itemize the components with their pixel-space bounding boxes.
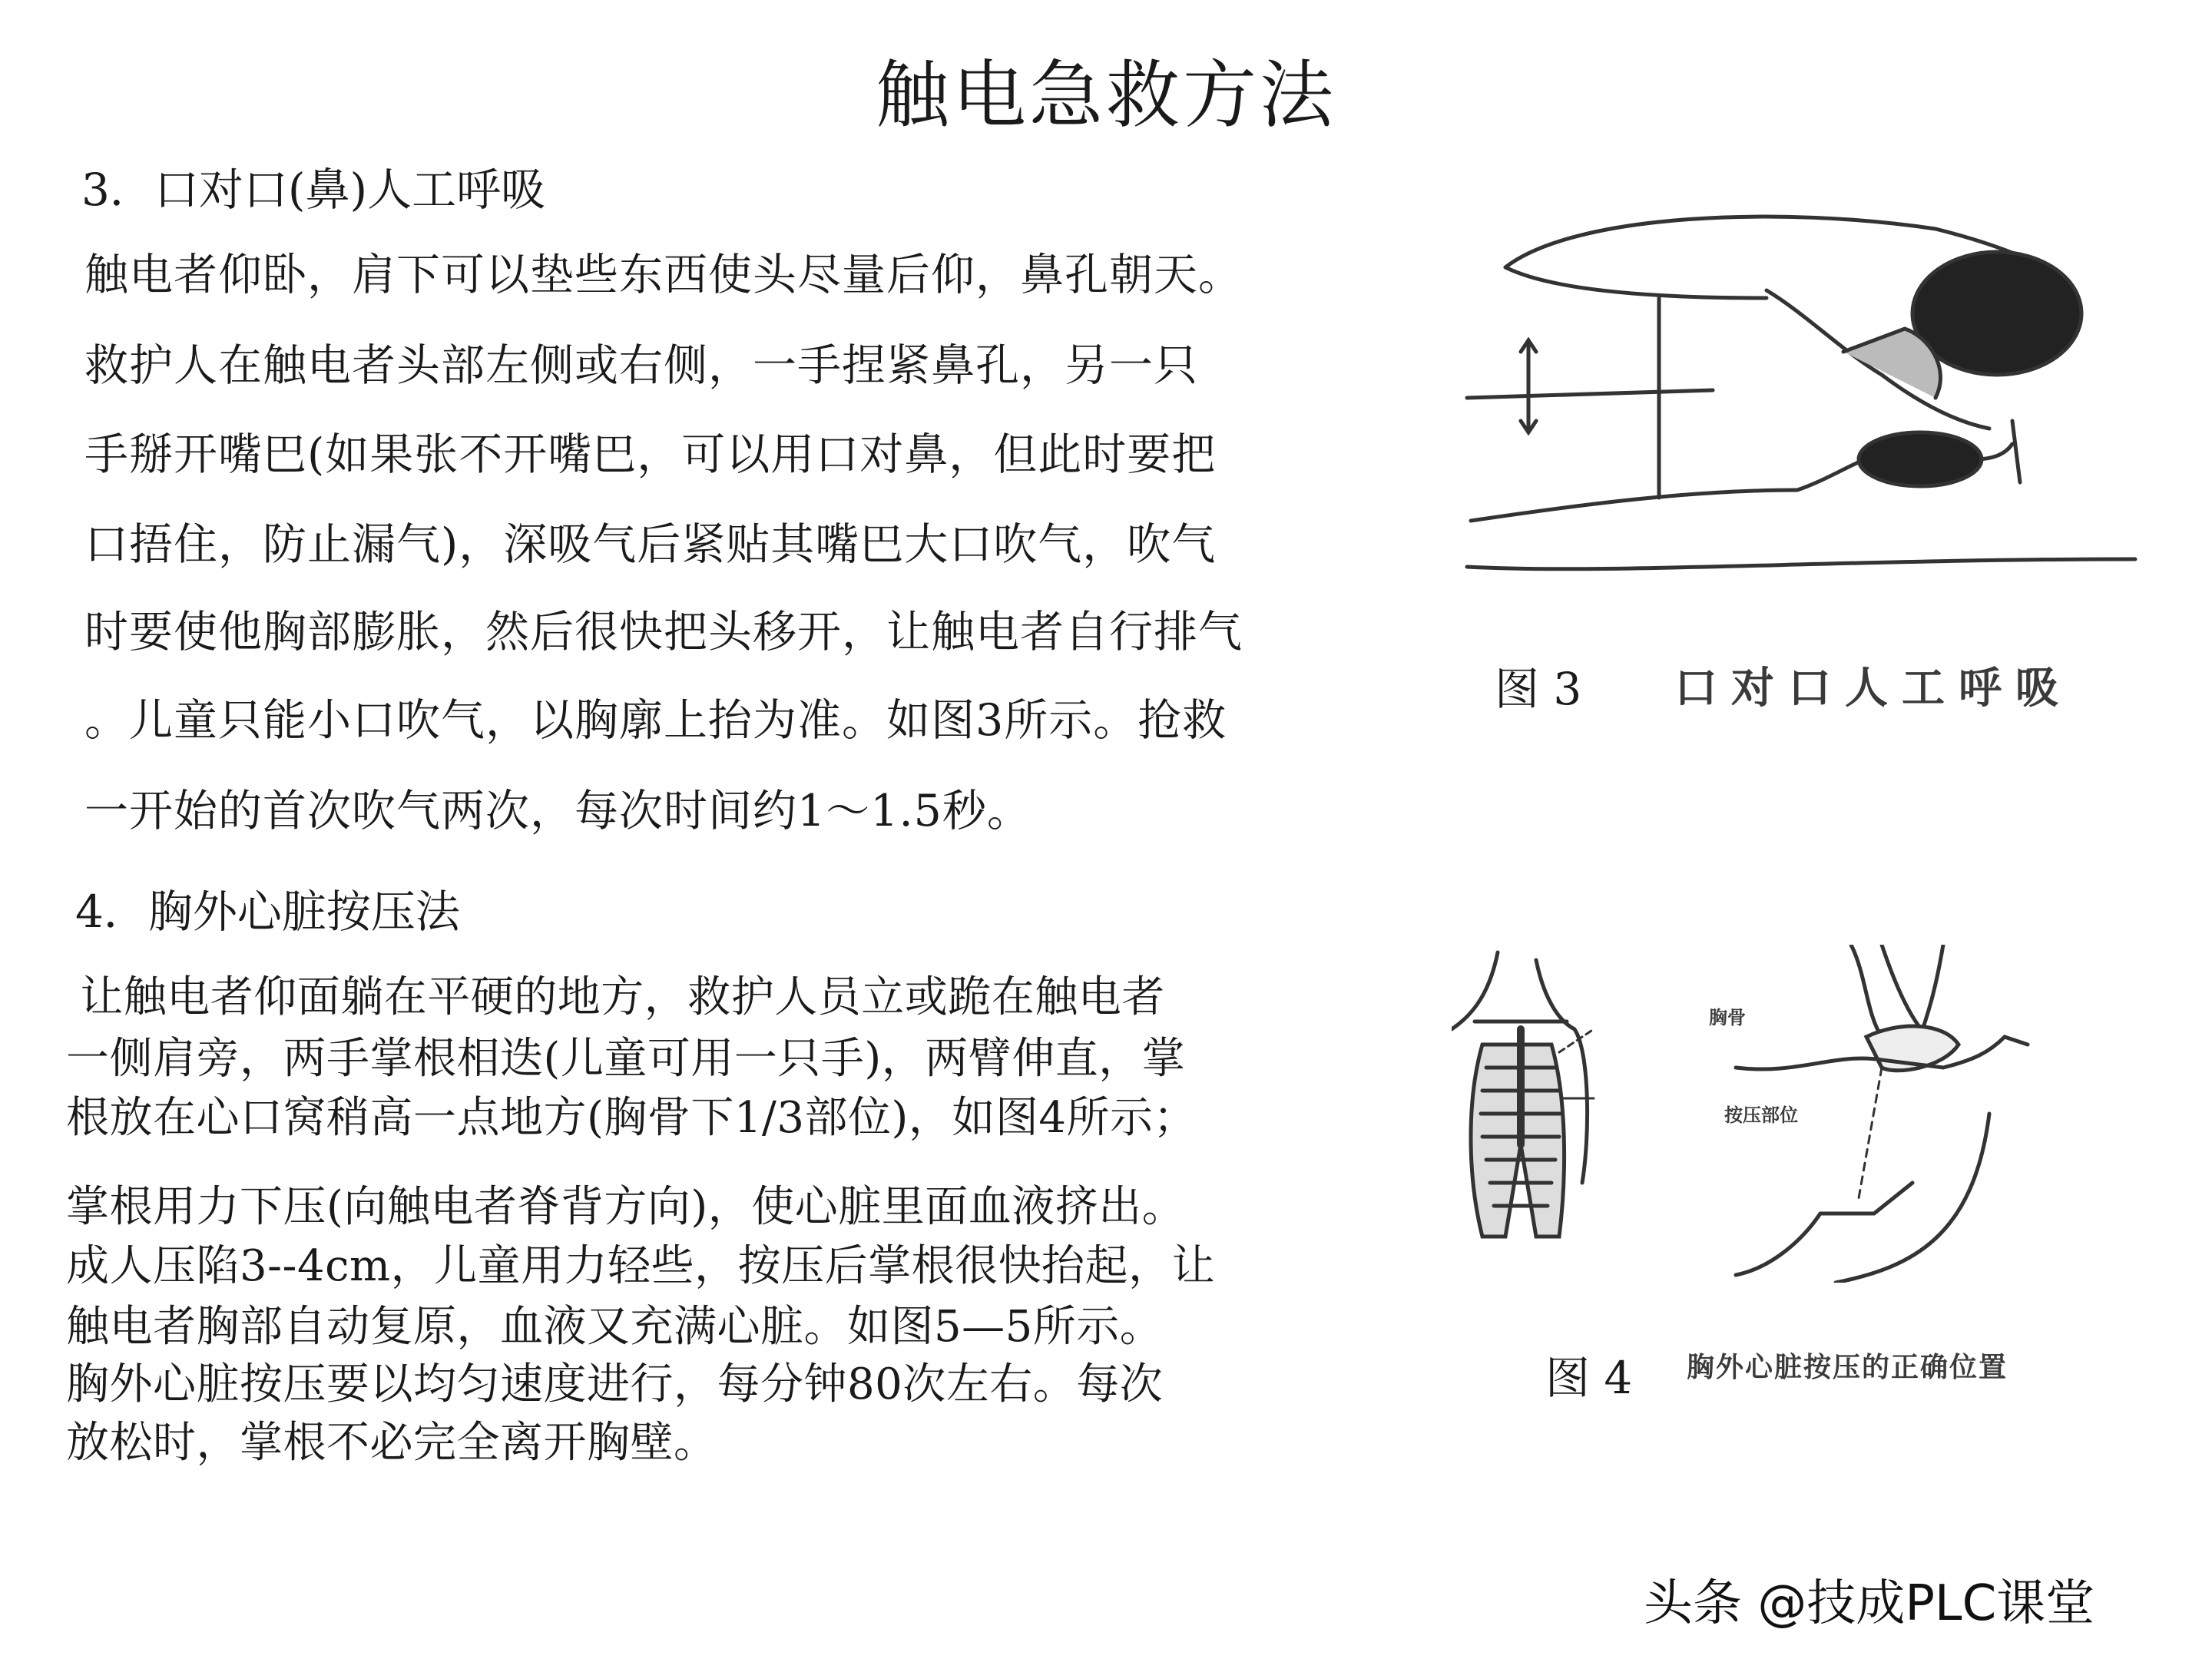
- section-4-heading: 4．胸外心脏按压法: [75, 886, 460, 938]
- figure-3-number: 图 3: [1495, 663, 1582, 715]
- section-3-line: 时要使他胸部膨胀，然后很快把头移开，让触电者自行排气: [84, 607, 1243, 657]
- figure-3-caption: 口对口人工呼吸: [1674, 664, 2072, 714]
- figure-4-number: 图 4: [1545, 1352, 1633, 1404]
- label-press-position: 按压部位: [1724, 1104, 1798, 1126]
- section-3-line: 口捂住，防止漏气)，深吸气后紧贴其嘴巴大口吹气，吹气: [84, 519, 1217, 570]
- figure-3-illustration: [1459, 198, 2158, 582]
- section-3-line: 救护人在触电者头部左侧或右侧，一手捏紧鼻孔，另一只: [84, 340, 1198, 391]
- section-3-line: 。儿童只能小口吹气，以胸廓上抬为准。如图3所示。抢救: [84, 695, 1227, 746]
- page-title: 触电急救方法: [876, 52, 1336, 138]
- section-4-line: 根放在心口窝稍高一点地方(胸骨下1/3部位)，如图4所示；: [66, 1093, 1197, 1143]
- section-4-line: 放松时，掌根不必完全离开胸壁。: [66, 1418, 717, 1468]
- section-4-line: 触电者胸部自动复原，血液又充满心脏。如图5—5所示。: [66, 1302, 1164, 1352]
- section-4-line: 一侧肩旁，两手掌根相迭(儿童可用一只手)，两臂伸直，掌: [66, 1034, 1186, 1084]
- section-4-line: 成人压陷3--4cm，儿童用力轻些，按压后掌根很快抬起，让: [66, 1241, 1216, 1291]
- watermark: 头条 @技成PLC课堂: [1644, 1575, 2095, 1632]
- figure-4-caption: 胸外心脏按压的正确位置: [1687, 1352, 2008, 1383]
- section-3-line: 一开始的首次吹气两次，每次时间约1～1.5秒。: [84, 786, 1031, 836]
- section-4-line: 掌根用力下压(向触电者脊背方向)，使心脏里面血液挤出。: [66, 1182, 1186, 1232]
- label-sternum: 胸骨: [1709, 1007, 1746, 1028]
- section-4-line: 让触电者仰面躺在平硬的地方，救护人员立或跪在触电者: [66, 972, 1165, 1022]
- section-4-line: 胸外心脏按压要以均匀速度进行，每分钟80次左右。每次: [66, 1359, 1164, 1409]
- section-3-heading: 3．口对口(鼻)人工呼吸: [81, 164, 546, 216]
- section-3-line: 手掰开嘴巴(如果张不开嘴巴，可以用口对鼻，但此时要把: [84, 429, 1217, 480]
- section-3-line: 触电者仰卧，肩下可以垫些东西使头尽量后仰，鼻孔朝天。: [84, 250, 1243, 300]
